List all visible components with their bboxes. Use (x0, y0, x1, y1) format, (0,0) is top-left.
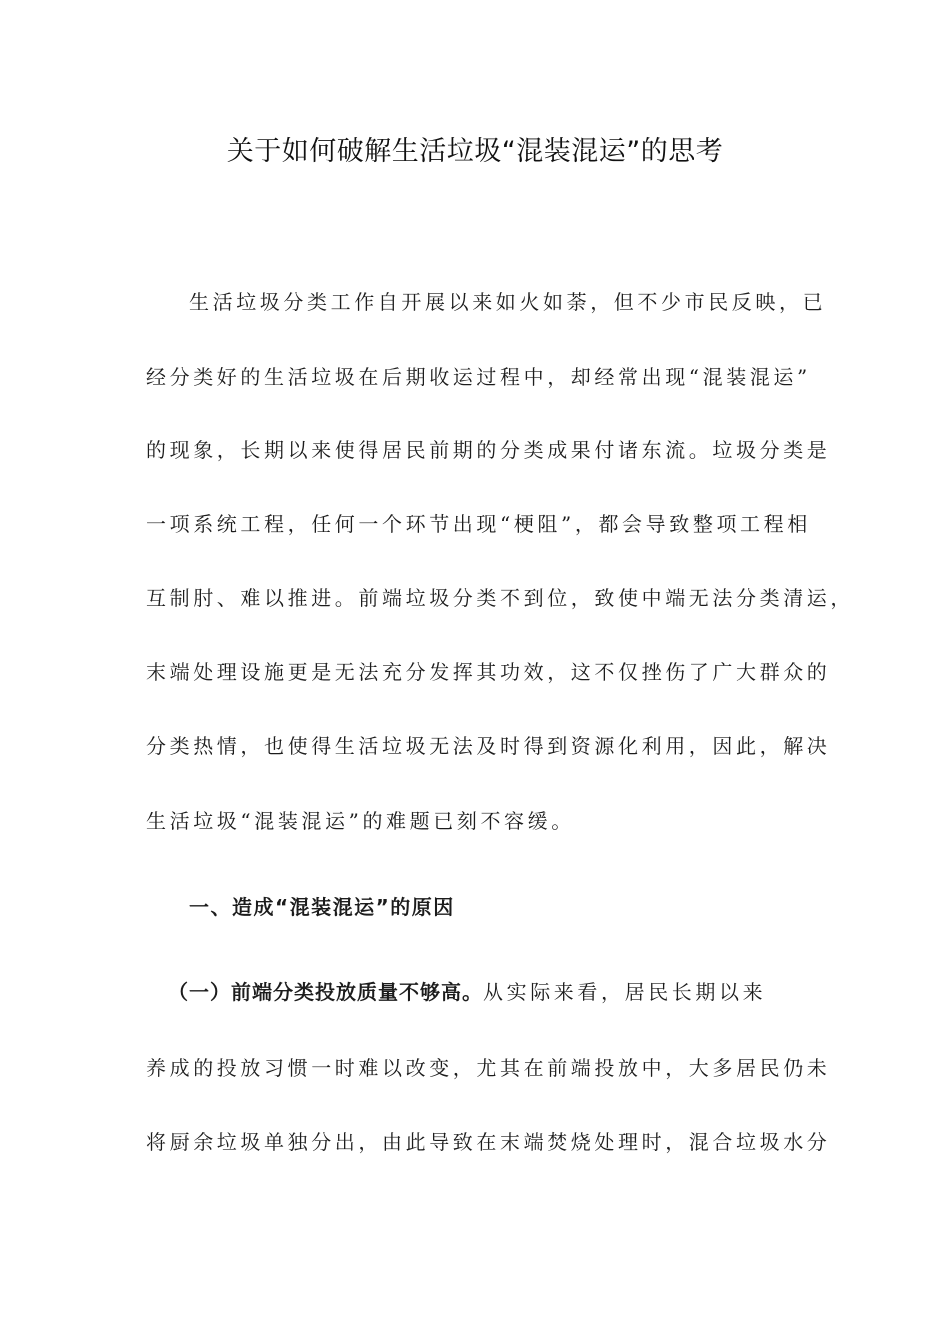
subsection-line-3: 将厨余垃圾单独分出，由此导致在末端焚烧处理时，混合垃圾水分 (146, 1130, 831, 1154)
subsection-bold-lead: （一）前端分类投放质量不够高。 (168, 980, 483, 1004)
intro-line-3: 的现象，长期以来使得居民前期的分类成果付诸东流。垃圾分类是 (146, 438, 831, 462)
intro-line-1: 生活垃圾分类工作自开展以来如火如荼，但不少市民反映，已 (189, 290, 827, 314)
intro-line-7: 分类热情，也使得生活垃圾无法及时得到资源化利用，因此，解决 (146, 734, 831, 758)
subsection-first-line-text: 从实际来看，居民长期以来 (483, 980, 767, 1004)
intro-line-6: 末端处理设施更是无法充分发挥其功效，这不仅挫伤了广大群众的 (146, 660, 831, 684)
intro-line-8: 生活垃圾“混装混运”的难题已刻不容缓。 (146, 809, 575, 833)
intro-line-5: 互制肘、难以推进。前端垃圾分类不到位，致使中端无法分类清运， (146, 586, 854, 610)
intro-line-4: 一项系统工程，任何一个环节出现“梗阻”，都会导致整项工程相 (146, 512, 811, 536)
intro-line-2: 经分类好的生活垃圾在后期收运过程中，却经常出现“混装混运” (146, 365, 811, 389)
subsection-first-line (168, 977, 808, 1007)
document-title: 关于如何破解生活垃圾“混装混运”的思考 (226, 136, 724, 167)
section-heading: 一、造成“混装混运”的原因 (189, 895, 455, 919)
subsection-line-2: 养成的投放习惯一时难以改变，尤其在前端投放中，大多居民仍未 (146, 1056, 831, 1080)
